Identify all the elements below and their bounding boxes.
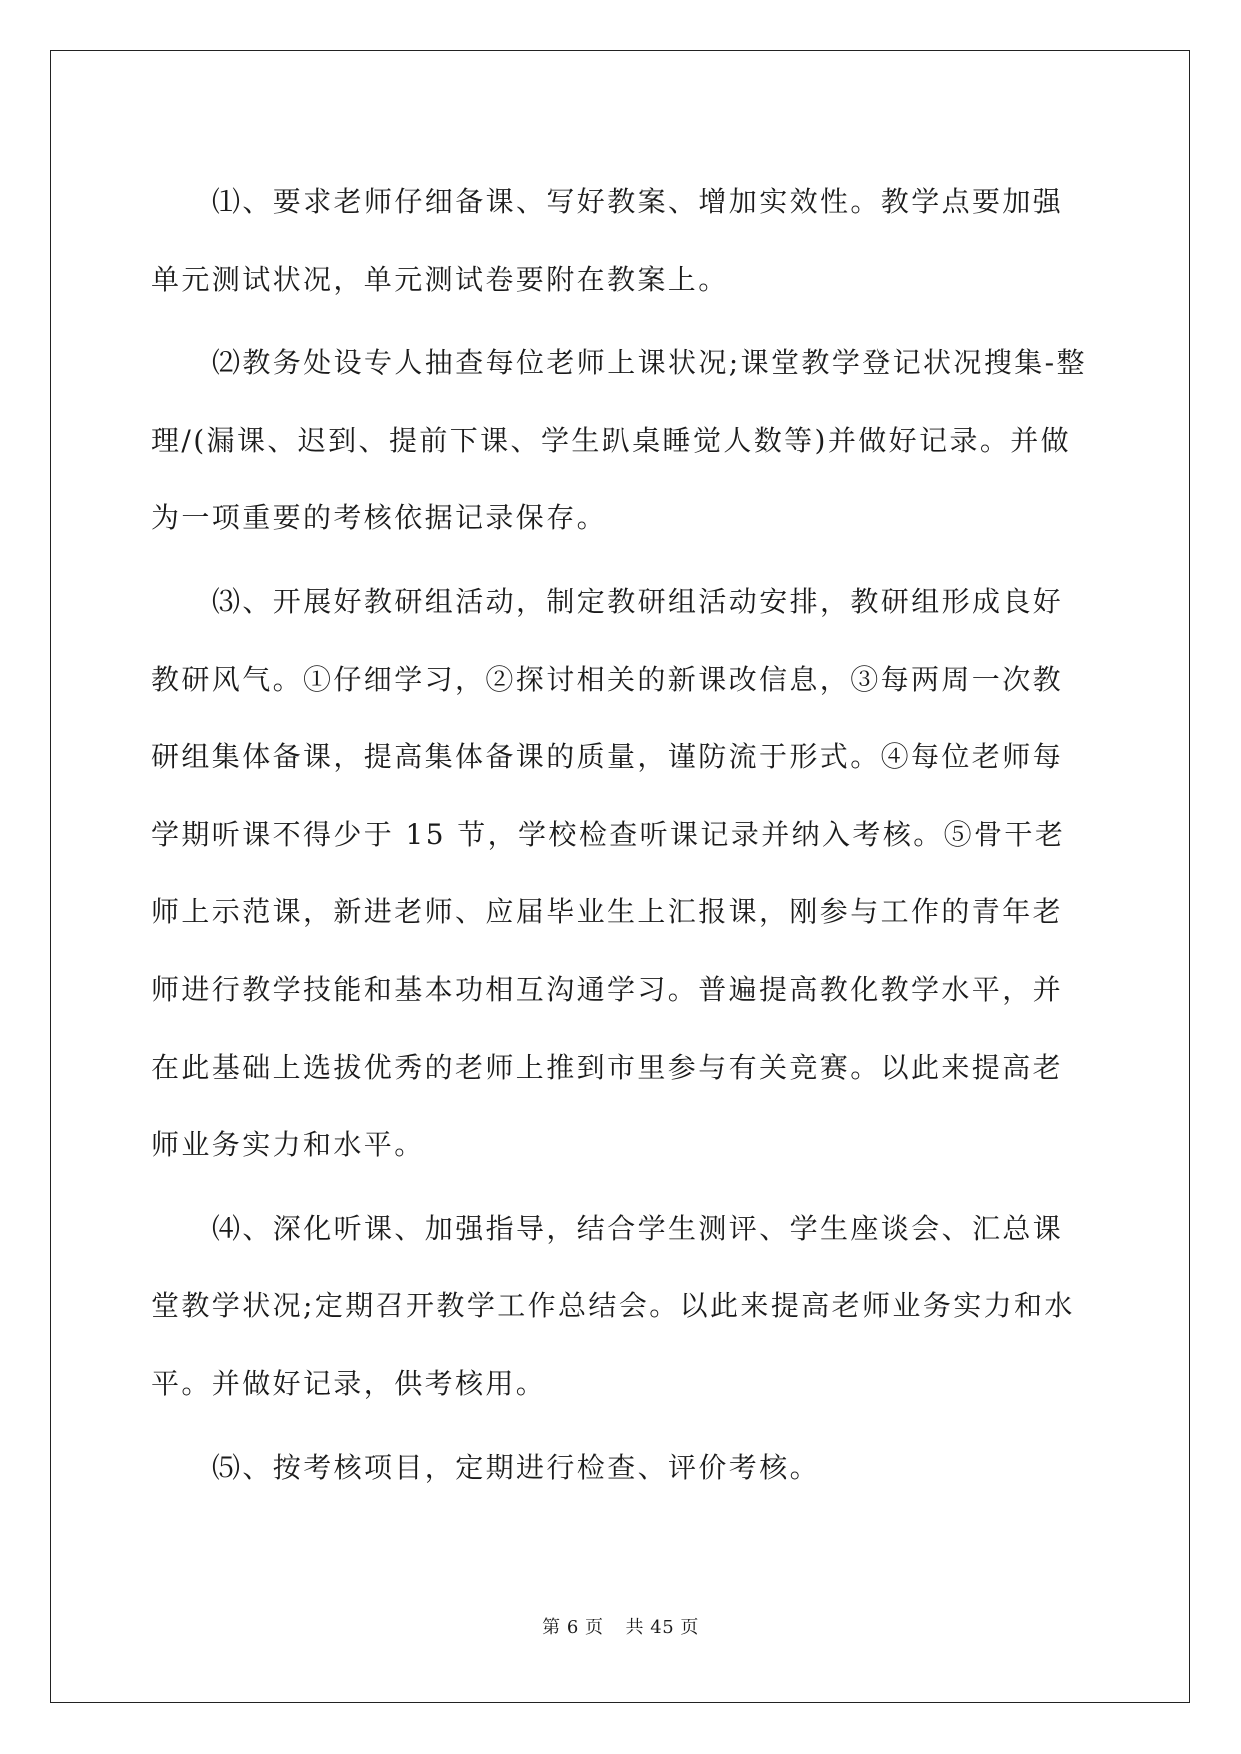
paragraph-2: ⑵教务处设专人抽查每位老师上课状况;课堂教学登记状况搜集-整理/(漏课、迟到、提前下课、学生趴桌睡觉人数等)并做好记录。并做为一项重要的考核依据记录保存。 xyxy=(151,346,1087,535)
paragraph-1: ⑴、要求老师仔细备课、写好教案、增加实效性。教学点要加强单元测试状况，单元测试卷要附在教案上。 xyxy=(151,185,1064,296)
paragraph-3: ⑶、开展好教研组活动，制定教研组活动安排，教研组形成良好教研风气。①仔细学习，②探讨相关的新课改信息，③每两周一次教研组集体备课，提高集体备课的质量，谨防流于形式。④每位老师每学期听课不得少于 15 节，学校检查听课记录并纳入考核。⑤骨干老师上示范课，新进老师、应届毕业生上汇报课，刚参与工作的青年老师进行教学技能和基本功相互沟通学习。普遍提高教化教学水平，并在此基础上选拔优秀的老师上推到市里参与有关竞赛。以此来提高老师业务实力和水平。 xyxy=(151,584,1066,1162)
document-body xyxy=(151,163,1091,1512)
paragraph-4: ⑷、深化听课、加强指导，结合学生测评、学生座谈会、汇总课堂教学状况;定期召开教学工作总结会。以此来提高老师业务实力和水平。并做好记录，供考核用。 xyxy=(151,1211,1075,1400)
paragraph-5: ⑸、按考核项目，定期进行检查、评价考核。 xyxy=(212,1450,821,1484)
page-footer xyxy=(0,1613,1241,1639)
total-pages-label: 共 45 页 xyxy=(625,1617,699,1638)
current-page-label: 第 6 页 xyxy=(542,1617,604,1638)
